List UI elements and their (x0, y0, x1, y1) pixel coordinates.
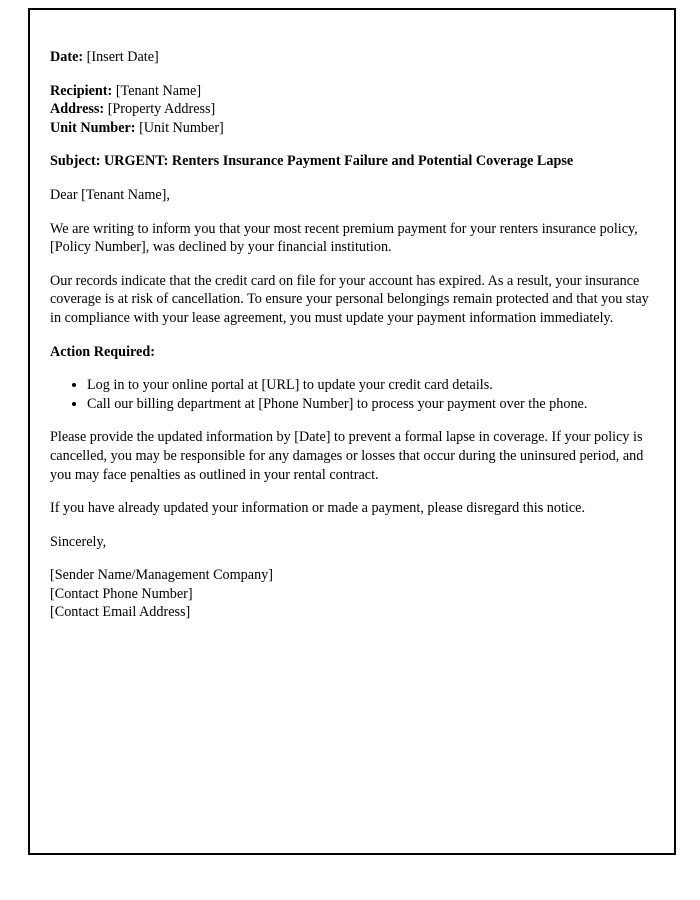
signature-block (50, 566, 654, 622)
date-label: Date: (50, 49, 84, 65)
body-paragraph-1: We are writing to inform you that your most recent premium payment for your renters insurance policy, [Policy Number], was declined by your financial institution. (50, 220, 638, 256)
bullet-item-billing: • Call our billing department at [Phone Number] to process your payment over the phone. (87, 395, 654, 414)
recipient-value: [Tenant Name] (115, 82, 202, 99)
unit-number-line (50, 119, 654, 138)
recipient-label: Recipient: (50, 82, 113, 99)
unit-number-label: Unit Number: (50, 119, 136, 136)
signoff: Sincerely, (50, 533, 107, 550)
recipient-line (50, 82, 654, 101)
body-paragraph-2: Our records indicate that the credit card on file for your account has expired. As a result, your insurance coverage is at risk of cancellation. To ensure your personal belongings remain protected and that you stay in compliance with your lease agreement, you must update your payment information immediately. (50, 272, 649, 326)
address-value: [Property Address] (107, 101, 216, 118)
date-line (50, 48, 654, 67)
date-value: [Insert Date] (86, 49, 159, 65)
signature-line-name: [Sender Name/Management Company] (50, 567, 273, 584)
address-line (50, 100, 654, 119)
bullet-item-portal: • Log in to your online portal at [URL] to update your credit card details. (87, 376, 654, 395)
action-required-heading: Action Required: (50, 343, 155, 360)
address-label: Address: (50, 101, 105, 118)
unit-number-value: [Unit Number] (139, 119, 224, 136)
signature-line-email: [Contact Email Address] (50, 604, 191, 621)
letter-page (28, 8, 676, 855)
signature-line-phone: [Contact Phone Number] (50, 585, 193, 602)
salutation: Dear [Tenant Name], (50, 186, 170, 203)
recipient-block (50, 82, 654, 138)
action-bullet-list (50, 376, 654, 413)
body-paragraph-3: Please provide the updated information by [Date] to prevent a formal lapse in coverage. If your policy is cancelled, you may be responsible for any damages or losses that occur during the uninsured period, and you may face penalties as outlined in your rental contract. (50, 429, 644, 483)
subject-line: Subject: URGENT: Renters Insurance Payment Failure and Potential Coverage Lapse (50, 153, 574, 170)
body-paragraph-4: If you have already updated your information or made a payment, please disregard this notice. (50, 500, 585, 517)
